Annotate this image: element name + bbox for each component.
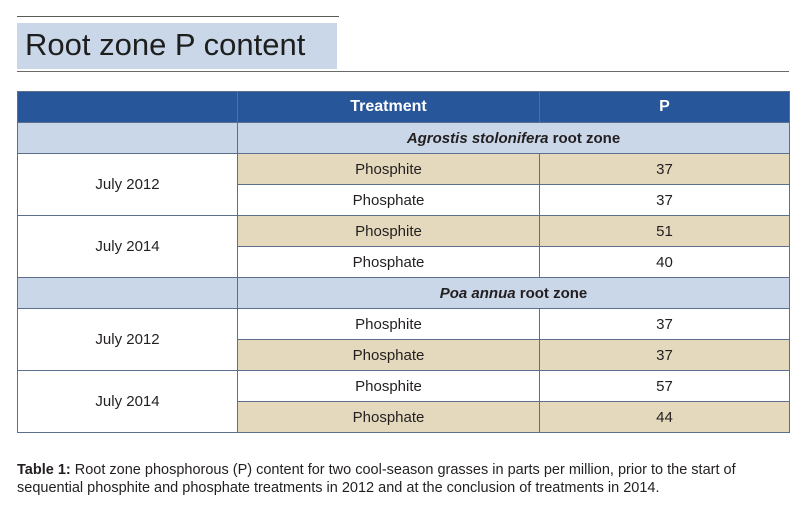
p-value-cell: 37 — [540, 185, 790, 216]
p-value-cell: 37 — [540, 340, 790, 371]
group-row — [18, 278, 790, 309]
section-rule — [17, 71, 789, 72]
p-value-cell: 37 — [540, 154, 790, 185]
group-blank — [18, 123, 238, 154]
caption-text: Root zone phosphorous (P) content for two cool-season grasses in parts per million, prior to the start of sequential phosphite and phosphate treatments in 2012 and at the conclusion of treatments in 2014. — [17, 462, 736, 496]
table-row — [18, 371, 790, 402]
title-box — [17, 23, 337, 69]
treatment-cell: Phosphate — [238, 340, 540, 371]
p-value-cell: 40 — [540, 247, 790, 278]
treatment-cell: Phosphate — [238, 402, 540, 433]
table-caption — [17, 461, 789, 497]
p-value-cell: 57 — [540, 371, 790, 402]
treatment-cell: Phosphite — [238, 216, 540, 247]
top-rule — [17, 16, 339, 17]
table-row — [18, 309, 790, 340]
species-name: Poa annua — [439, 284, 516, 302]
header-treatment: Treatment — [238, 92, 540, 123]
date-cell: July 2012 — [18, 309, 238, 371]
treatment-cell: Phosphite — [238, 371, 540, 402]
treatment-cell: Phosphate — [238, 185, 540, 216]
treatment-cell: Phosphite — [238, 309, 540, 340]
root-zone-suffix: root zone — [515, 284, 588, 302]
p-value-cell: 51 — [540, 216, 790, 247]
date-cell: July 2014 — [18, 216, 238, 278]
table-row — [18, 154, 790, 185]
group-row — [18, 123, 790, 154]
page-title: Root zone P content — [25, 27, 306, 62]
date-cell: July 2014 — [18, 371, 238, 433]
p-value-cell: 37 — [540, 309, 790, 340]
root-zone-label — [238, 278, 790, 309]
header-row — [18, 92, 790, 123]
treatment-cell: Phosphate — [238, 247, 540, 278]
table-row — [18, 216, 790, 247]
root-zone-label — [238, 123, 790, 154]
caption-label: Table 1: — [17, 462, 71, 478]
header-p: P — [540, 92, 790, 123]
p-value-cell: 44 — [540, 402, 790, 433]
data-table — [17, 91, 790, 433]
header-blank — [18, 92, 238, 123]
group-blank — [18, 278, 238, 309]
treatment-cell: Phosphite — [238, 154, 540, 185]
species-name: Agrostis stolonifera — [406, 129, 549, 147]
root-zone-suffix: root zone — [548, 129, 621, 147]
date-cell: July 2012 — [18, 154, 238, 216]
